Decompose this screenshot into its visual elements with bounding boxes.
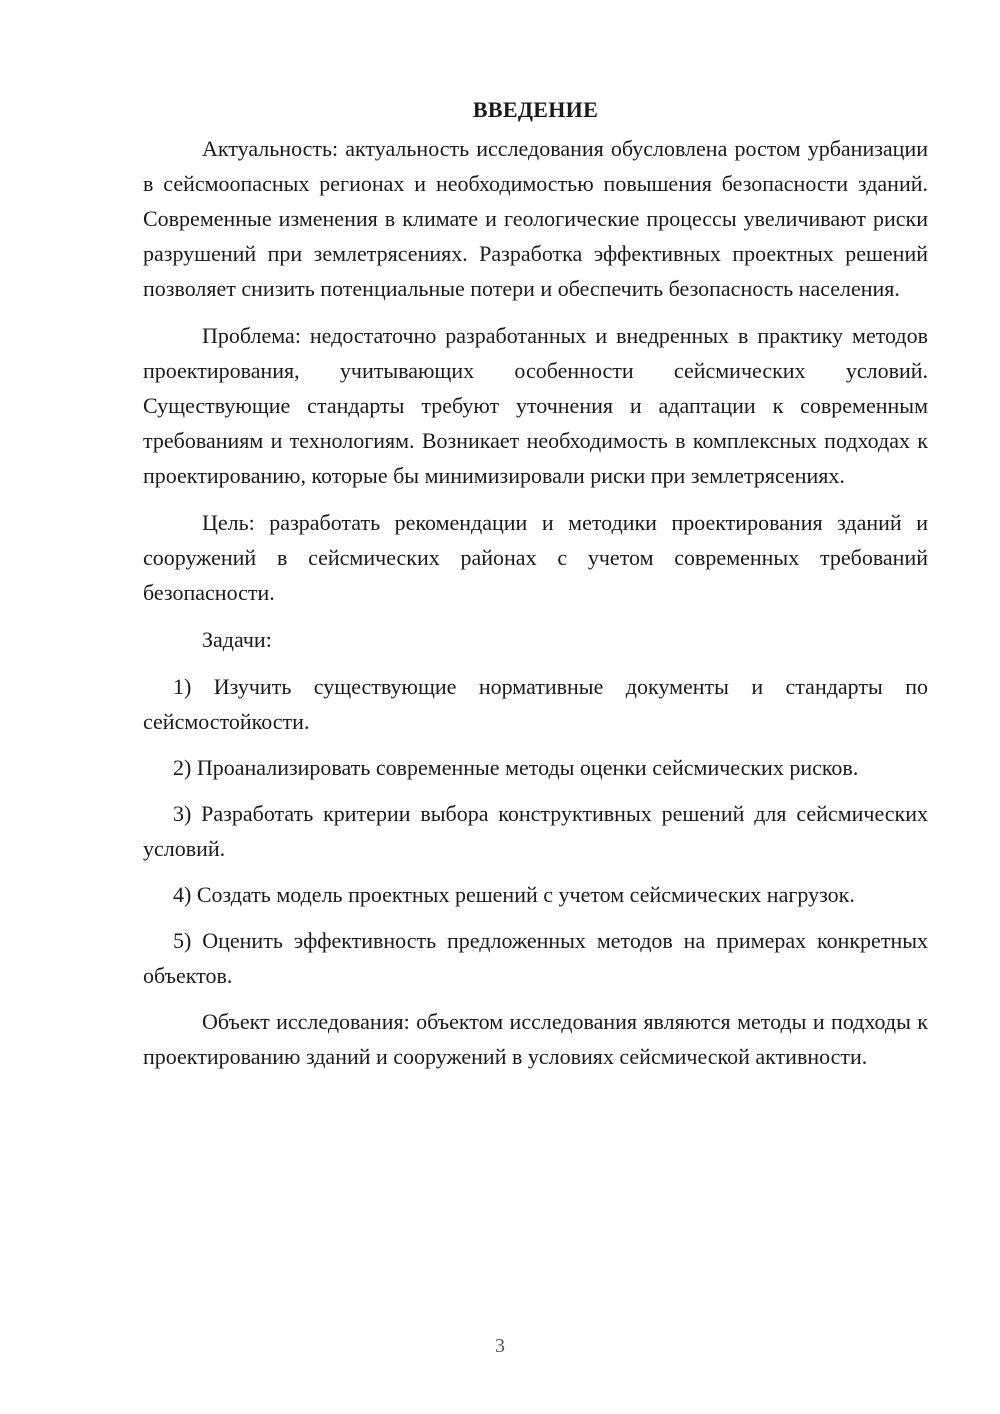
document-page bbox=[143, 92, 928, 1086]
task-item: 4) Создать модель проектных решений с учетом сейсмических нагрузок. bbox=[173, 882, 855, 907]
task-item: 5) Оценить эффективность предложенных методов на примерах конкретных объектов. bbox=[143, 928, 928, 988]
section-heading: ВВЕДЕНИЕ bbox=[472, 97, 599, 122]
object-paragraph: Объект исследования: объектом исследования являются методы и подходы к проектированию зданий и сооружений в условиях сейсмической активности. bbox=[143, 1009, 928, 1069]
problem-paragraph: Проблема: недостаточно разработанных и внедренных в практику методов проектирования, учитывающих особенности сейсмических условий. Существующие стандарты требуют уточнения и адаптации к современным требованиям и технологиям. Возникает необходимость в комплексных подходах к проектированию, которые бы минимизировали риски при землетрясениях. bbox=[143, 323, 928, 488]
task-item: 1) Изучить существующие нормативные документы и стандарты по сейсмостойкости. bbox=[143, 674, 928, 734]
goal-paragraph: Цель: разработать рекомендации и методики проектирования зданий и сооружений в сейсмических районах с учетом современных требований безопасности. bbox=[143, 510, 928, 605]
page-number: 3 bbox=[495, 1335, 505, 1357]
task-item: 3) Разработать критерии выбора конструктивных решений для сейсмических условий. bbox=[143, 801, 928, 861]
relevance-paragraph: Актуальность: актуальность исследования обусловлена ростом урбанизации в сейсмоопасных регионах и необходимостью повышения безопасности зданий. Современные изменения в климате и геологические процессы увеличивают риски разрушений при землетрясениях. Разработка эффективных проектных решений позволяет снизить потенциальные потери и обеспечить безопасность населения. bbox=[143, 136, 928, 301]
tasks-list bbox=[143, 669, 928, 993]
tasks-label: Задачи: bbox=[202, 627, 272, 652]
task-item: 2) Проанализировать современные методы оценки сейсмических рисков. bbox=[173, 755, 859, 780]
